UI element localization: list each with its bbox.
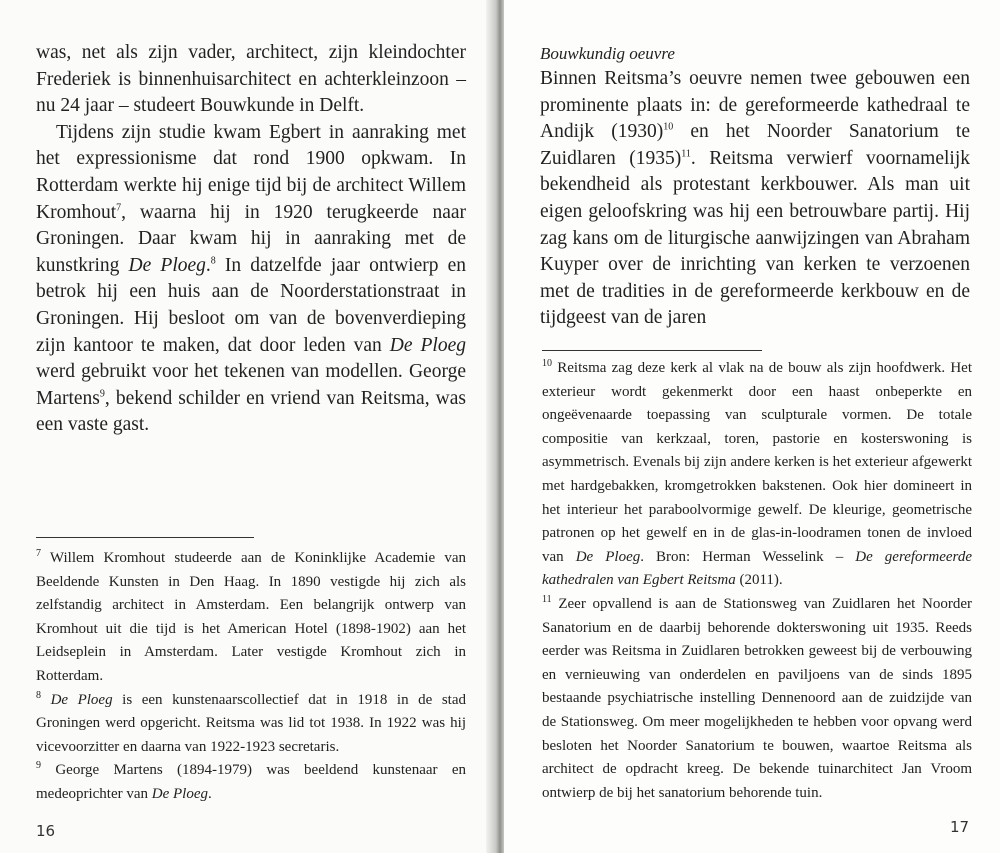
- footnote-number: 10: [542, 358, 552, 369]
- text-run: Binnen Reitsma’s oeuvre nemen twee gebouwen een prominente plaats in: de gereformeerde kathedraal te Andijk (1930): [540, 68, 970, 143]
- left-page: [0, 0, 496, 853]
- footnote-9: [36, 759, 466, 806]
- footnote-10: [542, 357, 972, 593]
- footnote-text: .: [208, 785, 212, 802]
- footnote-ref-7: 7: [116, 202, 122, 214]
- footnote-number: 9: [36, 760, 41, 772]
- footnote-text: (2011).: [735, 572, 783, 589]
- italic-de-ploeg: De Ploeg: [389, 334, 466, 356]
- footnote-ref-9: 9: [99, 388, 105, 400]
- footnote-text: Zeer opvallend is aan de Stationsweg van Zuidlaren het Noorder Sanatorium en de daarbij behorende dokterswoning uit 1935. Reeds eerder was Reitsma in Zuidlaren betrokken geweest bij de verbouwing en vernieuwing van onderdelen en paviljoens van de sinds 1895 bestaande psychiatrische instelling Dennenoord aan de zuidzijde van de Stationsweg. Om meer mogelijkheden te hebben voor opvang werd besloten het Noorder Sanatorium te bouwen, waartoe Reitsma als architect de opdracht kreeg. De bekende tuinarchitect Jan Vroom ontwierp de bij het sanatorium behorende tuin.: [542, 595, 973, 801]
- page-number: 17: [950, 818, 970, 836]
- footnote-text: Reitsma zag deze kerk al vlak na de bouw als zijn hoofdwerk. Het exterieur wordt gekenmerkt door een haast onbeperkte en ongeëvenaarde toepassing van sculpturale vormen. De totale compositie van kerkzaal, toren, pastorie en kosterswoning is asymmetrisch. Evenals bij zijn andere kerken is het exterieur afgewerkt met hardgebakken, kromgetrokken bakstenen. Ook hier domineert in het interieur het paraboolvormige gewelf. De kleurige, geometrische patronen op het gewelf en in de glas-in-loodramen tonen de invloed van: [542, 360, 972, 565]
- footnote-ref-8: 8: [210, 255, 216, 267]
- footnote-divider: [542, 350, 762, 351]
- text-run: en het Noorder Sanatorium te Zuidlaren (1935): [540, 121, 970, 169]
- footnote-number: 7: [36, 548, 41, 559]
- footnote-8: [36, 689, 466, 760]
- footnote-text: is een kunstenaarscollectief dat in 1918 in de stad Groningen werd opgericht. Reitsma was lid tot 1938. In 1922 was hij vicevoorzitter en daarna van 1922-1923 secretaris.: [36, 691, 467, 755]
- text-run: werd gebruikt voor het tekenen van modellen. George Martens: [36, 361, 466, 409]
- left-body-text: [36, 40, 466, 439]
- section-heading: Bouwkundig oeuvre: [540, 44, 675, 63]
- footnote-11: [542, 593, 972, 805]
- footnote-number: 8: [36, 689, 41, 701]
- paragraph-1: [540, 66, 970, 332]
- right-footnotes: [542, 357, 972, 805]
- text-run: .: [205, 254, 211, 276]
- footnote-number: 11: [542, 593, 552, 605]
- footnote-divider: [36, 537, 254, 538]
- italic-de-ploeg: De Ploeg: [128, 254, 206, 276]
- footnote-ref-10: 10: [663, 121, 674, 133]
- text-run: , waarna hij in 1920 terugkeerde naar Groningen. Daar kwam hij in aanraking met de kunstkring: [36, 201, 466, 276]
- footnote-text: . Bron: Herman Wesselink –: [640, 548, 856, 565]
- text-run: Tijdens zijn studie kwam Egbert in aanraking met het expressionisme dat rond 1900 opkwam. In Rotterdam werkte hij enige tijd bij de architect Willem Kromhout: [36, 121, 466, 223]
- right-body-text: [540, 42, 970, 332]
- italic-de-ploeg: De Ploeg: [50, 691, 113, 708]
- italic-de-ploeg: De Ploeg: [575, 548, 641, 565]
- text-run: In datzelfde jaar ontwierp en betrok hij een huis aan de Noorderstationstraat in Groningen. Hij besloot om van de bovenverdieping zijn kantoor te maken, dat door leden van: [36, 254, 466, 356]
- italic-de-ploeg: De Ploeg: [151, 785, 209, 802]
- footnote-7: [36, 547, 466, 689]
- text-run: , bekend schilder en vriend van Reitsma, was een vaste gast.: [36, 387, 466, 436]
- footnote-text: George Martens (1894-1979) was beeldend kunstenaar en medeoprichter van: [36, 762, 467, 802]
- page-number: 16: [36, 822, 56, 840]
- left-footnotes: [36, 547, 466, 807]
- footnote-text: Willem Kromhout studeerde aan de Koninklijke Academie van Beeldende Kunsten in Den Haag. In 1890 vestigde hij zich als zelfstandig architect in Amsterdam. Een belangrijk ontwerp van Kromhout uit die tijd is het American Hotel (1898-1902) aan het Leidseplein in Amsterdam. Later vestigde Kromhout zich in Rotterdam.: [36, 550, 466, 684]
- text-run: . Reitsma verwierf voornamelijk bekendheid als protestant kerkbouwer. Als man uit eigen geloofskring was hij een betrouwbare partij. Hij zag kans om de liturgische aanwijzingen van Abraham Kuyper over de inrichting van kerken te verzoenen met de tradities in de gereformeerde kerkbouw en de tijdgeest van de jaren: [540, 147, 970, 329]
- paragraph-1: was, net als zijn vader, architect, zijn kleindochter Frederiek is binnenhuisarchitect en achterkleinzoon – nu 24 jaar – studeert Bouwkunde in Delft.: [36, 42, 466, 117]
- footnote-ref-11: 11: [681, 148, 691, 160]
- italic-book-title: De gereformeerde kathedralen van Egbert Reitsma: [542, 548, 972, 589]
- paragraph-2: [36, 120, 466, 439]
